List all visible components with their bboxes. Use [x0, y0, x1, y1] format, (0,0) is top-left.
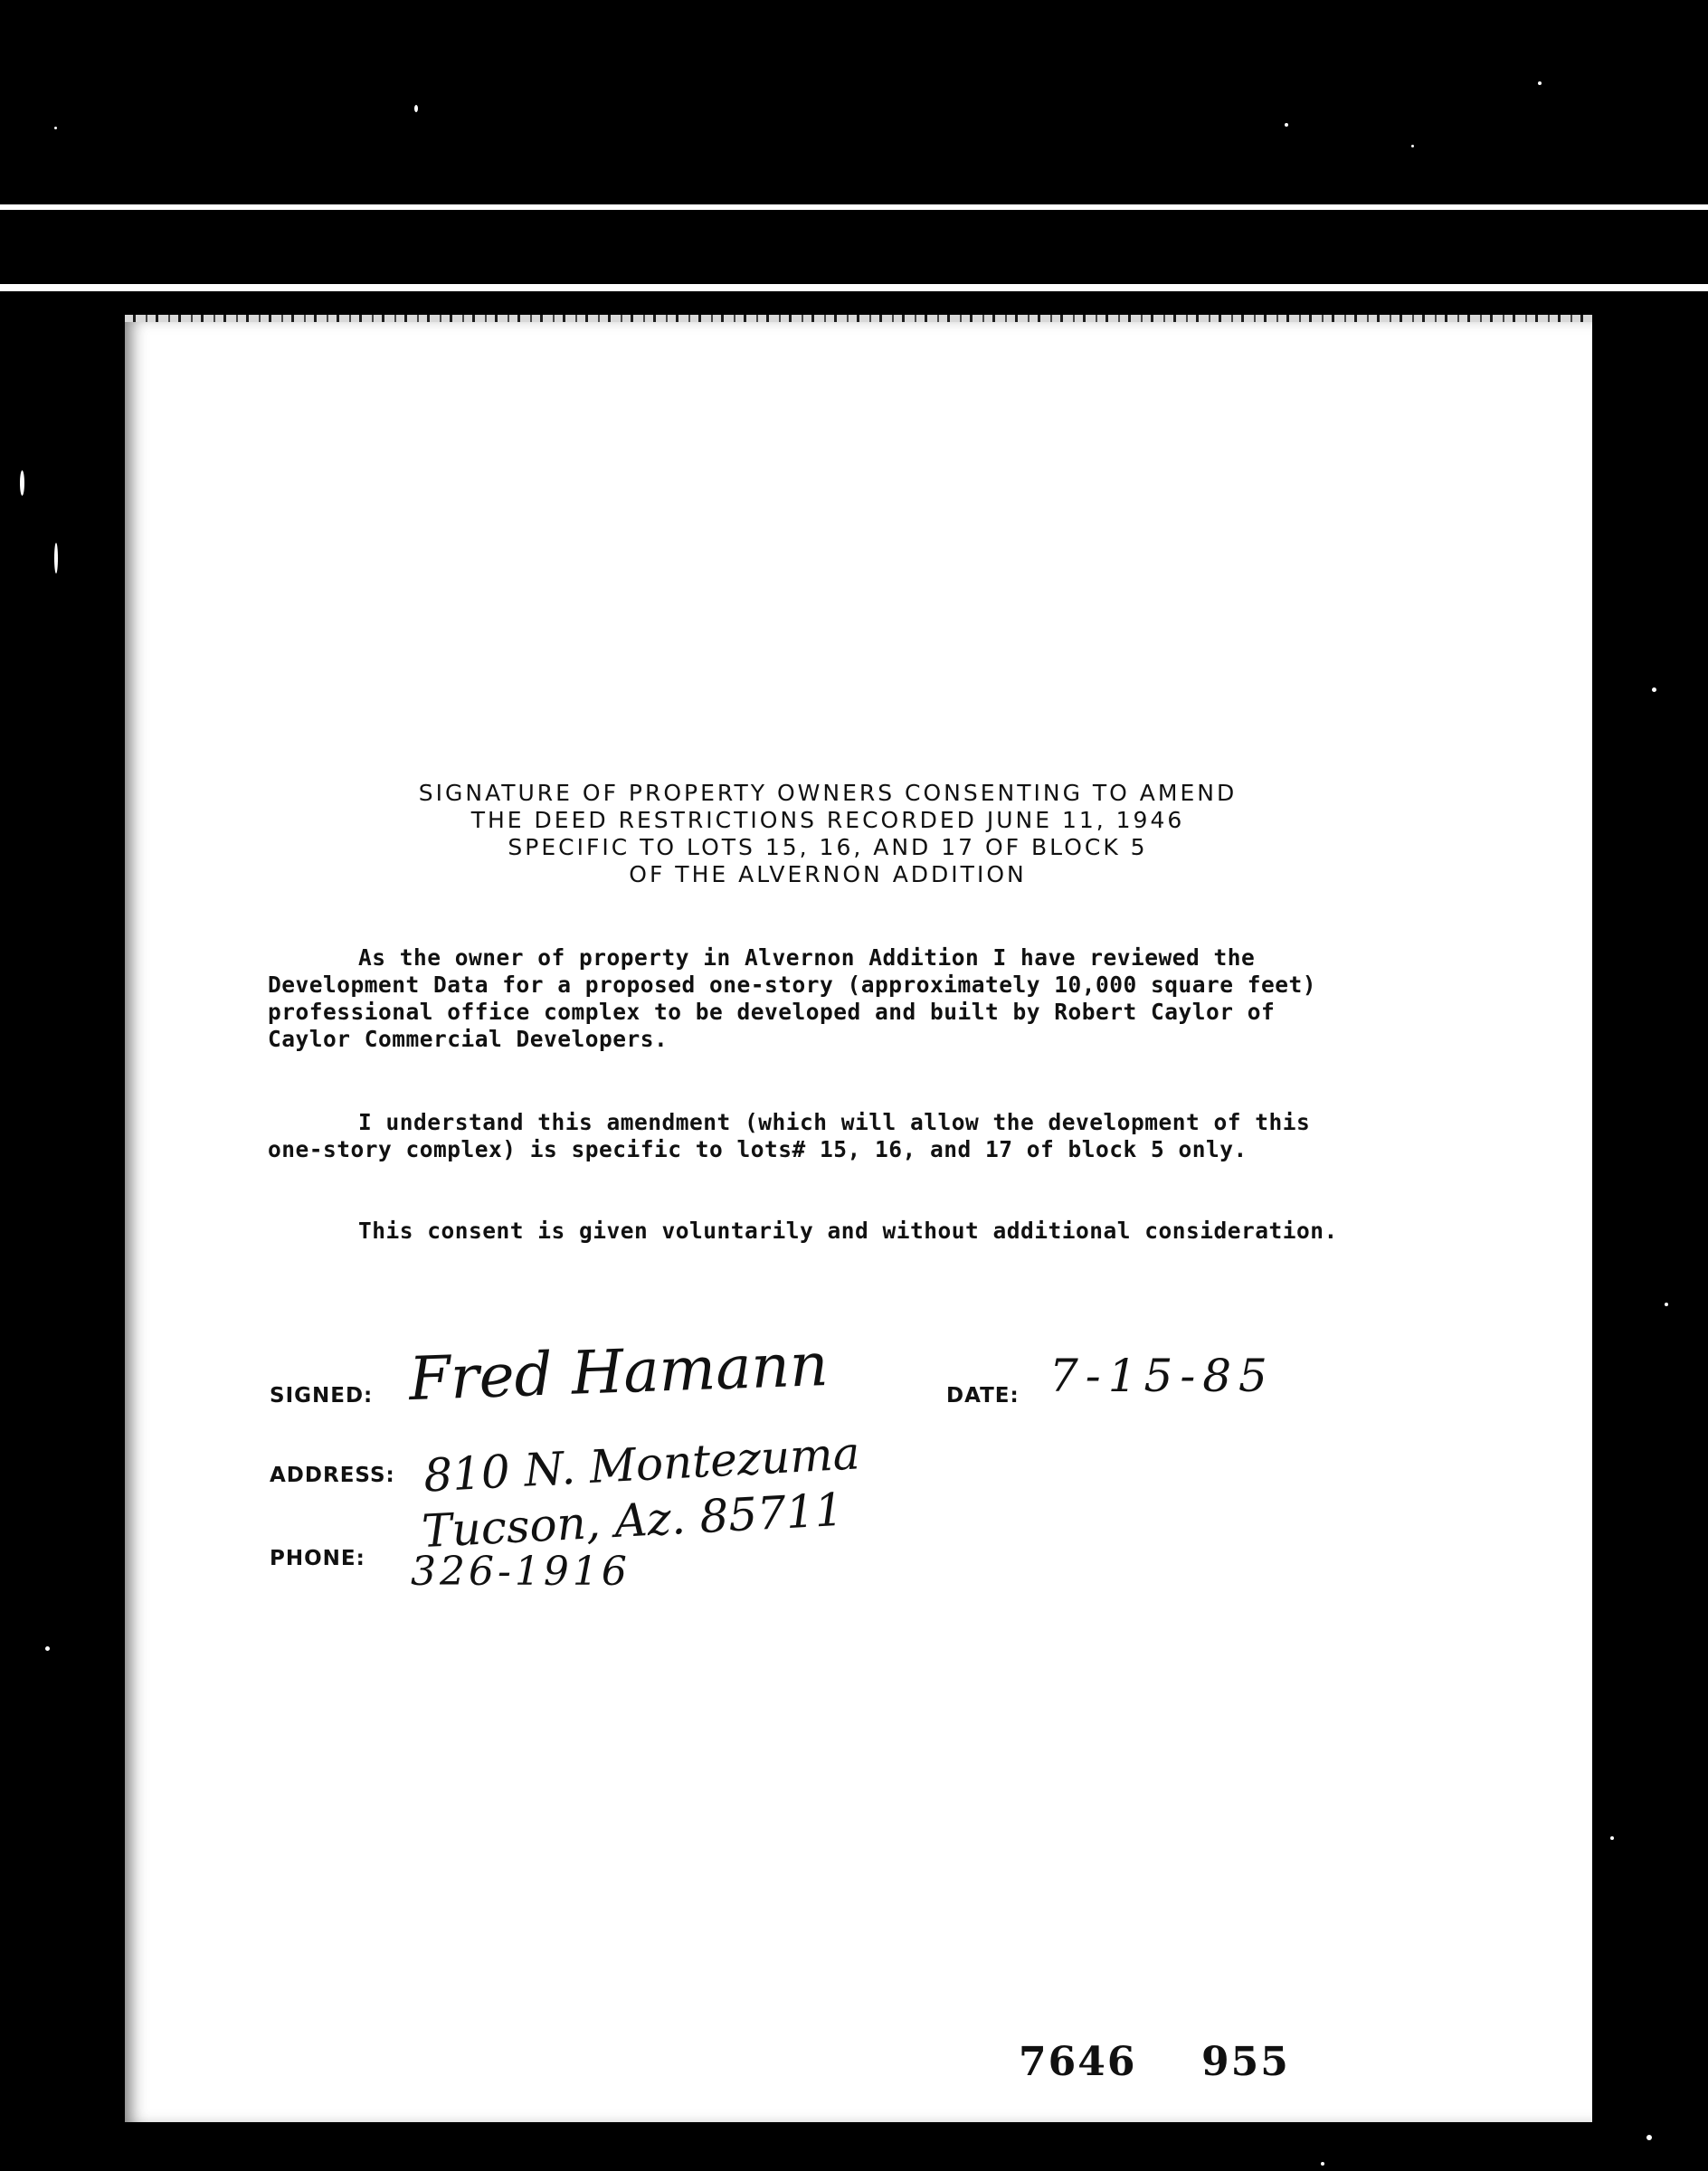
heading-line: THE DEED RESTRICTIONS RECORDED JUNE 11, 1946 [470, 807, 1185, 833]
consent-paragraph-amendment [268, 1109, 1371, 1163]
scan-speck [1411, 145, 1414, 147]
date-value: 7-15-85 [1049, 1350, 1275, 1402]
signature-value: Fred Hamann [407, 1329, 830, 1415]
scan-speck [1285, 123, 1288, 127]
scan-rule-line [0, 204, 1708, 210]
address-line-2: Tucson, Az. 85711 [420, 1483, 845, 1559]
scan-speck [1321, 2162, 1324, 2166]
scan-speck [20, 470, 24, 496]
scan-speck [1665, 1303, 1668, 1306]
phone-value: 326-1916 [411, 1549, 631, 1595]
heading-line: SPECIFIC TO LOTS 15, 16, AND 17 OF BLOCK 5 [508, 834, 1148, 860]
paragraph-text: This consent is given voluntarily and without additional consideration. [358, 1218, 1338, 1244]
date-label: DATE: [946, 1384, 1020, 1408]
paragraph-text: As the owner of property in Alvernon Addition I have reviewed the Development Data for a proposed one-story (approximately 10,000 square feet) professional office complex to be developed and built by Robert Caylor of Caylor Commercial Developers. [268, 944, 1317, 1052]
recording-page-number: 955 [1201, 2039, 1290, 2085]
scan-speck [1538, 81, 1542, 85]
scan-speck [54, 127, 57, 129]
scan-speck [1646, 2135, 1652, 2140]
signed-label: SIGNED: [270, 1384, 374, 1408]
paragraph-text: I understand this amendment (which will allow the development of this one-story complex) is specific to lots# 15, 16, and 17 of block 5 only. [268, 1109, 1311, 1162]
consent-paragraph-voluntary [268, 1218, 1371, 1245]
consent-paragraph-owner [268, 944, 1371, 1053]
document-heading [271, 780, 1384, 888]
scan-speck [54, 543, 58, 574]
heading-line: SIGNATURE OF PROPERTY OWNERS CONSENTING TO AMEND [418, 780, 1238, 806]
recording-book-number: 7646 [1019, 2039, 1137, 2085]
address-line-1: 810 N. Montezuma [422, 1427, 861, 1503]
scan-speck [1610, 1836, 1614, 1840]
scan-speck [45, 1646, 50, 1651]
scan-speck [414, 105, 418, 112]
heading-line: OF THE ALVERNON ADDITION [629, 861, 1027, 887]
scan-rule-line [0, 284, 1708, 291]
scan-top-band [0, 0, 1708, 299]
address-label: ADDRESS: [270, 1464, 395, 1487]
phone-label: PHONE: [270, 1547, 365, 1570]
scan-speck [1652, 687, 1656, 692]
